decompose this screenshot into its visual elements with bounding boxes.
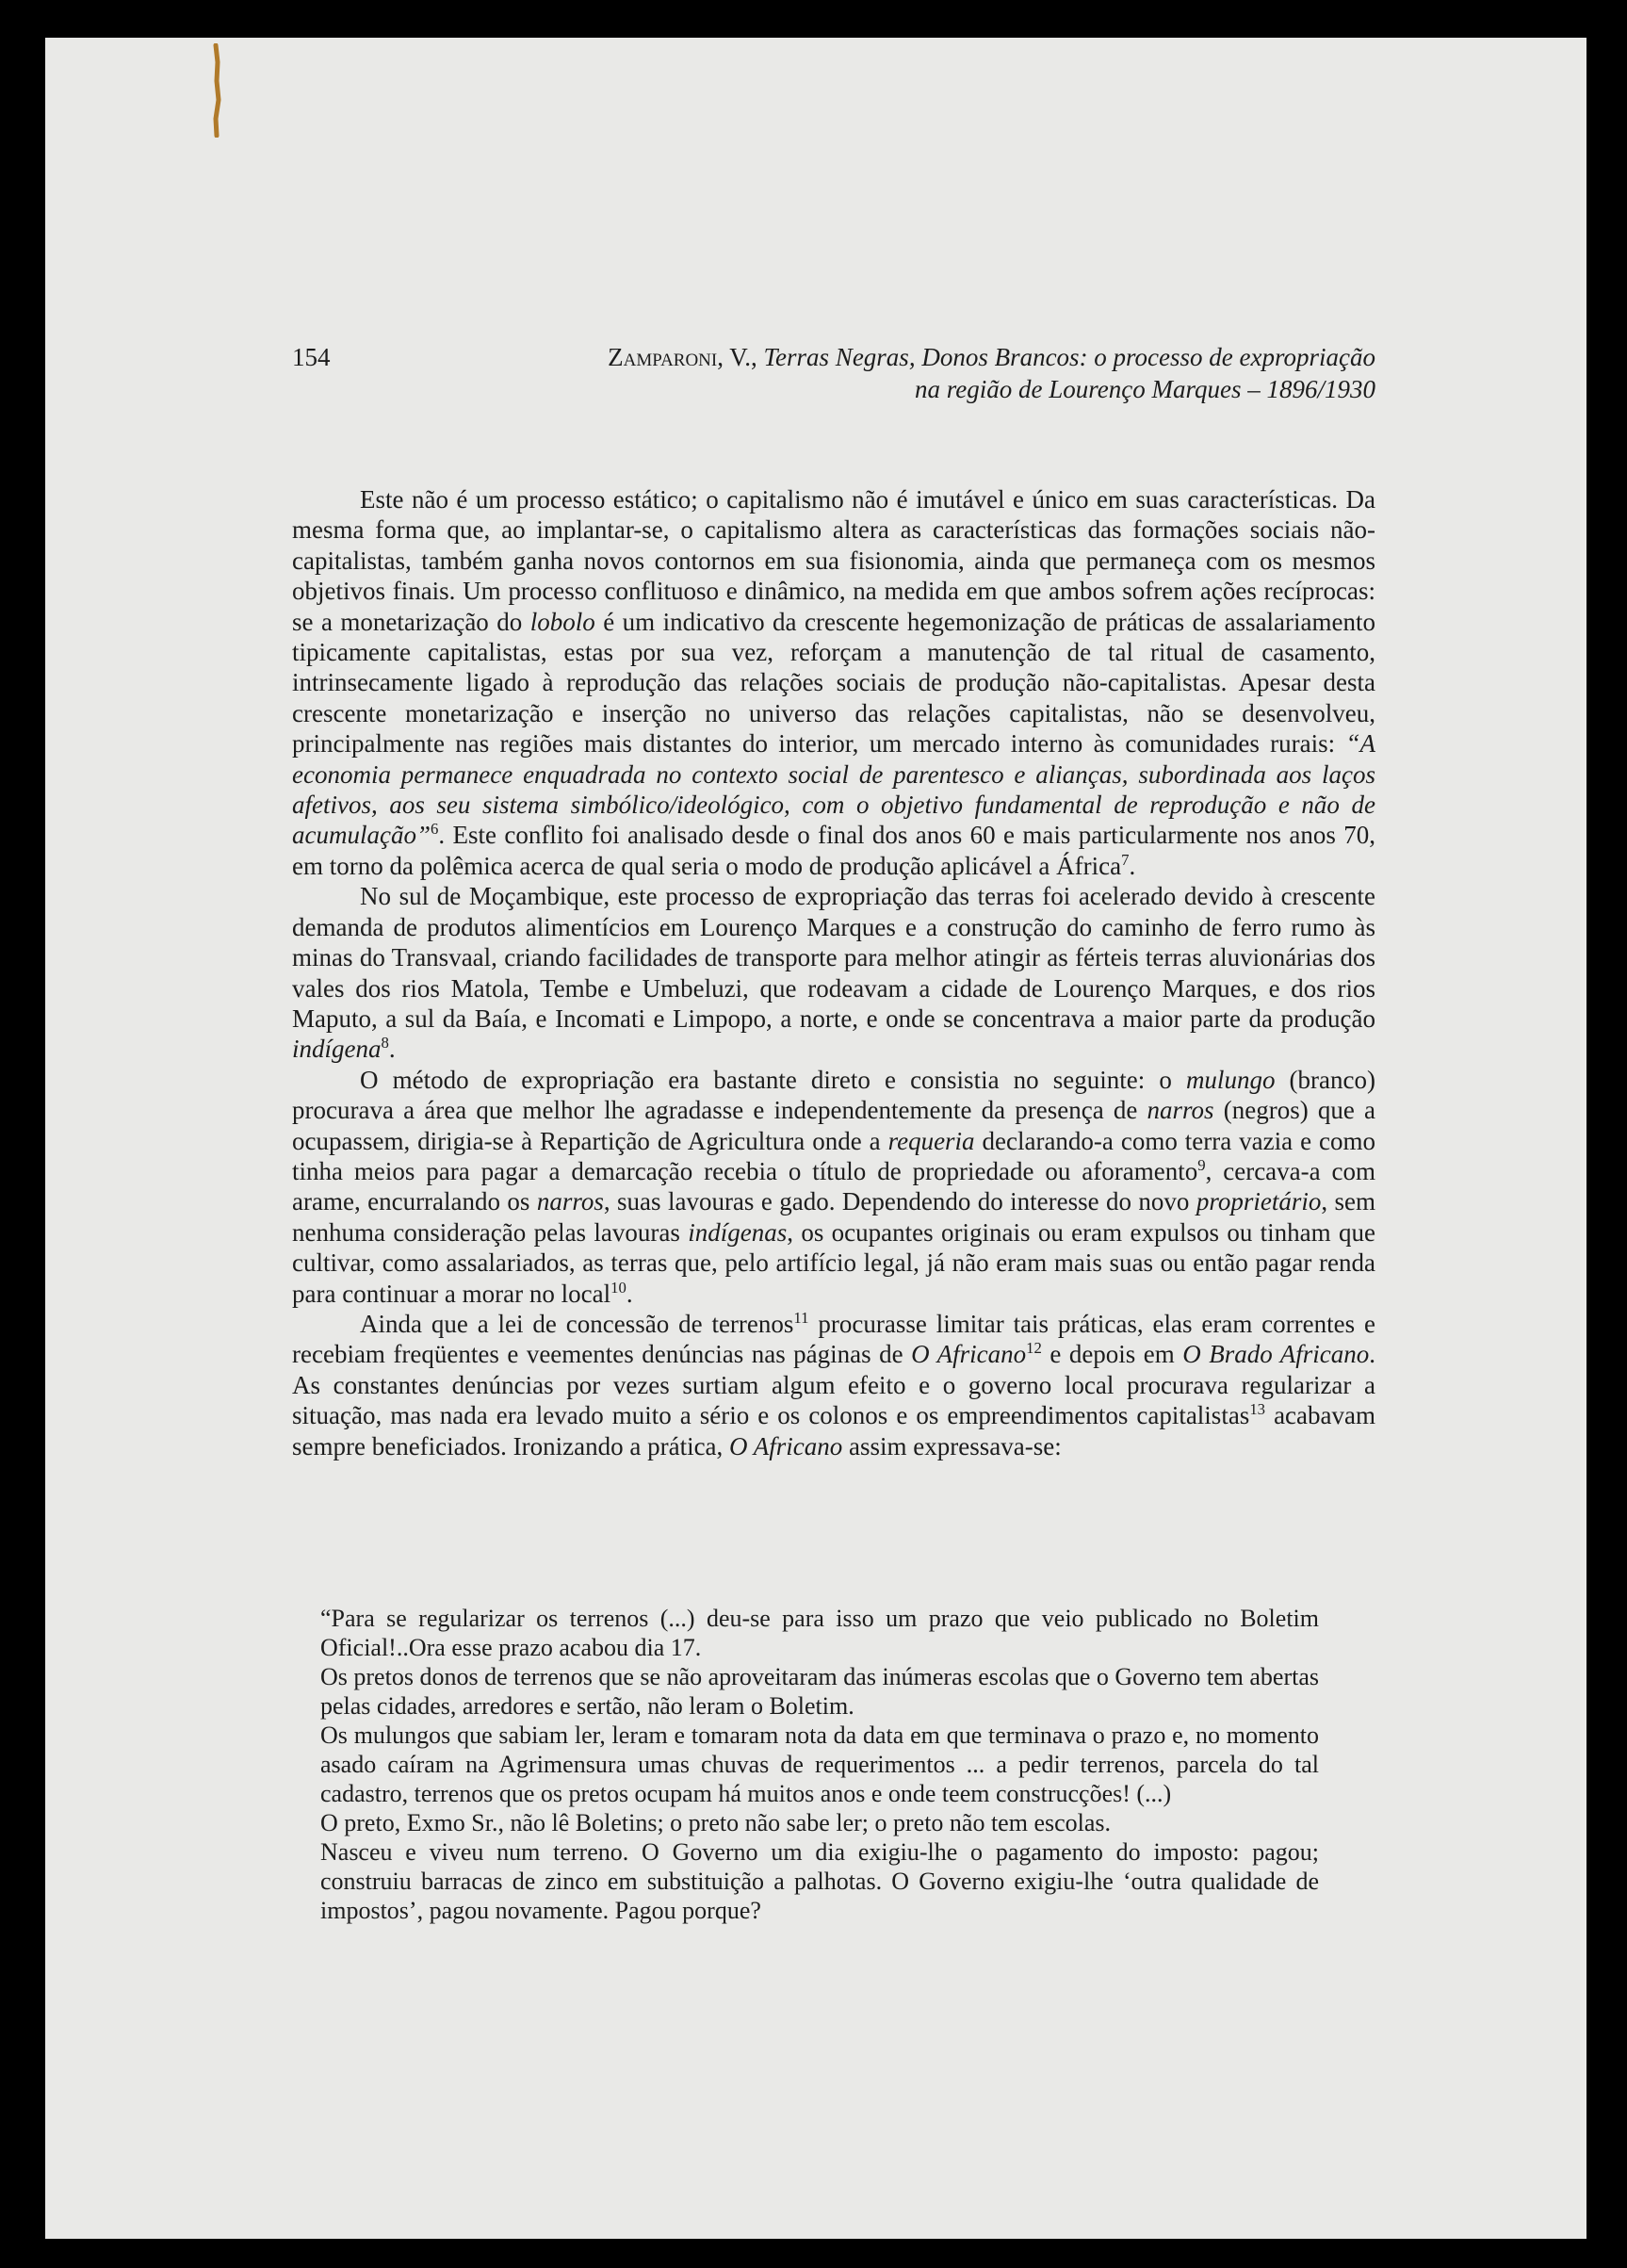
italic-span: indígenas: [688, 1217, 788, 1247]
italic-span: O Brado Africano: [1182, 1340, 1370, 1369]
text-span: Este não é um processo estático; o capitalismo não é imutável e único em suas características. Da mesma forma que, ao implantar-se, o capitalismo altera as características das formações sociais não-capitalistas, também ganha novos contornos em sua fisionomia, ainda que permaneça com os mesmos objetivos finais. Um processo conflituoso e dinâmico, na medida em que ambos sofrem ações recíprocas: se a monetarização do: [292, 485, 1375, 636]
paragraph: [292, 1309, 1375, 1461]
block-quote: [320, 1604, 1319, 1925]
header-citation: [608, 341, 1375, 405]
text-span: é um indicativo da crescente hegemonização de práticas de assalariamento tipicamente capitalistas, estas por sua vez, reforçam a manutenção de tal ritual de casamento, intrinsecamente ligado à reprodução das relações sociais de produção não-capitalistas. Apesar desta crescente monetarização e inserção no universo das relações capitalistas, não se desenvolveu, principalmente nas regiões mais distantes do interior, um mercado interno às comunidades rurais:: [292, 607, 1376, 759]
italic-span: mulungo: [1185, 1065, 1276, 1094]
text-span: . Este conflito foi analisado desde o final dos anos 60 e mais particularmente nos anos 70, em torno da polêmica acerca de qual seria o modo de produção aplicável a África: [292, 821, 1375, 880]
text-span: . As constantes denúncias por vezes surtiam algum efeito e o governo local procurava regularizar a situação, mas nada era levado muito a sério e os colonos e os empreendimentos capitalistas: [292, 1340, 1376, 1430]
text-span: acabavam sempre beneficiados. Ironizando a prática,: [292, 1401, 1375, 1460]
quote-line: Os mulungos que sabiam ler, leram e tomaram nota da data em que terminava o prazo e, no momento asado caíram na Agrimensura umas chuvas de requerimentos ... a pedir terrenos, parcela do tal cadastro, terrenos que os pretos ocupam há muitos anos e onde teem construcções! (...): [320, 1721, 1319, 1807]
text-span: assim expressava-se:: [842, 1431, 1062, 1460]
italic-span: O Africano: [729, 1431, 843, 1460]
footnote-ref: 9: [1197, 1155, 1206, 1174]
footnote-ref: 6: [430, 820, 439, 839]
italic-span: O Africano: [911, 1340, 1027, 1369]
footnote-ref: 11: [793, 1308, 809, 1327]
text-span: e depois em: [1041, 1340, 1183, 1369]
paragraph: [292, 484, 1375, 881]
paragraph: [292, 881, 1375, 1064]
italic-span: indígena: [292, 1035, 382, 1064]
page-number: 154: [292, 343, 331, 371]
italic-span: lobolo: [529, 607, 595, 636]
scanned-page: [45, 38, 1586, 2239]
italic-span: “A economia permanece enquadrada no contexto social de parentesco e alianças, subordinada aos laços afetivos, aos seu sistema simbólico/ideológico, com o objetivo fundamental de reprodução e não de acumulação”: [292, 729, 1375, 850]
text-span: declarando-a como terra vazia e como tinha meios para pagar a demarcação recebia o título de propriedade ou aforamento: [292, 1126, 1375, 1185]
text-span: Ainda que a lei de concessão de terrenos: [360, 1309, 794, 1338]
italic-span: narros: [1147, 1096, 1214, 1125]
ink-mark-graphic: [209, 43, 222, 138]
quote-line: O preto, Exmo Sr., não lê Boletins; o preto não sabe ler; o preto não tem escolas.: [320, 1809, 1112, 1836]
running-head: [292, 341, 1375, 416]
text-span: (negros) que a ocupassem, dirigia-se à Repartição de Agricultura onde a: [292, 1096, 1376, 1155]
footnote-ref: 12: [1026, 1339, 1042, 1358]
text-span: No sul de Moçambique, este processo de expropriação das terras foi acelerado devido à crescente demanda de produtos alimentícios em Lourenço Marques e a construção do caminho de ferro rumo às minas do Transvaal, criando facilidades de transporte para melhor atingir as férteis terras aluvionárias dos vales dos rios Matola, Tembe e Umbeluzi, que rodeavam a cidade de Lourenço Marques, e dos rios Maputo, a sul da Baía, e Incomati e Limpopo, a norte, e onde se concentrava a maior parte da produção: [292, 882, 1375, 1033]
header-title-line2: na região de Lourenço Marques – 1896/1930: [915, 375, 1375, 403]
text-span: , sem nenhuma consideração pelas lavouras: [292, 1187, 1375, 1247]
text-span: O método de expropriação era bastante direto e consistia no seguinte: o: [360, 1065, 1186, 1094]
text-span: .: [626, 1279, 633, 1308]
body-text: [292, 484, 1375, 1461]
italic-span: narros: [536, 1187, 604, 1216]
text-span: (branco) procurava a área que melhor lhe agradasse e independentemente da presença de: [292, 1065, 1375, 1125]
footnote-ref: 8: [381, 1034, 389, 1052]
text-span: .: [1129, 851, 1136, 880]
quote-line: Nasceu e viveu num terreno. O Governo um dia exigiu-lhe o pagamento do imposto: pagou; construiu barracas de zinco em substituição a palhotas. O Governo exigiu-lhe ‘outra qualidade de impostos’, pagou novamente. Pagou porque?: [320, 1838, 1319, 1924]
text-span: , suas lavouras e gado. Dependendo do interesse do novo: [603, 1187, 1196, 1216]
quote-line: “Para se regularizar os terrenos (...) deu-se para isso um prazo que veio publicado no Boletim Oficial!..Ora esse prazo acabou dia 17.: [320, 1605, 1319, 1661]
header-author: Zamparoni, V.,: [608, 343, 757, 371]
text-span: , cercava-a com arame, encurralando os: [292, 1156, 1375, 1216]
header-title-line1: Terras Negras, Donos Brancos: o processo de expropriação: [763, 343, 1375, 371]
text-span: , os ocupantes originais ou eram expulsos ou tinham que cultivar, como assalariados, as terras que, pelo artifício legal, já não eram mais suas ou então pagar renda para continuar a morar no local: [292, 1217, 1375, 1308]
italic-span: proprietário: [1196, 1187, 1322, 1216]
text-span: .: [388, 1035, 396, 1064]
footnote-ref: 13: [1249, 1400, 1266, 1419]
italic-span: requeria: [887, 1126, 975, 1155]
quote-line: Os pretos donos de terrenos que se não aproveitaram das inúmeras escolas que o Governo tem abertas pelas cidades, arredores e sertão, não leram o Boletim.: [320, 1663, 1319, 1720]
footnote-ref: 7: [1121, 850, 1130, 869]
text-span: procurasse limitar tais práticas, elas eram correntes e recebiam freqüentes e veementes denúncias nas páginas de: [292, 1309, 1375, 1369]
paragraph: [292, 1065, 1375, 1309]
footnote-ref: 10: [610, 1278, 626, 1297]
